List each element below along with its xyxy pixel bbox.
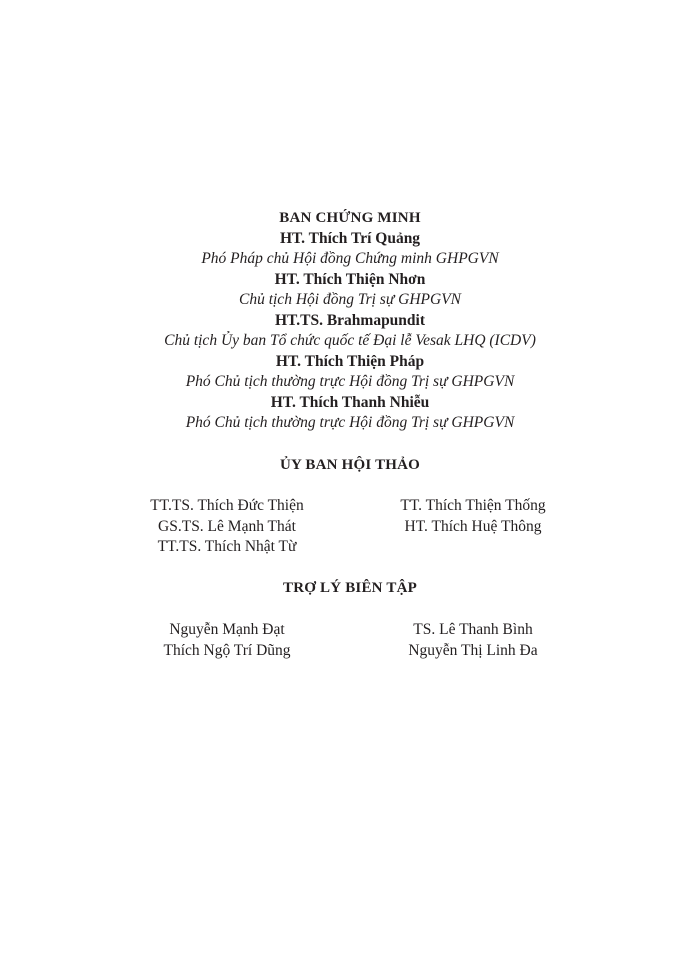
member-name: TT. Thích Thiện Thống [400, 497, 546, 514]
member-role: Phó Chủ tịch thường trực Hội đồng Trị sự GHPGVN [185, 414, 515, 431]
ban-chung-minh-section [0, 208, 700, 434]
member-column-left [112, 620, 342, 661]
member-role: Phó Pháp chủ Hội đồng Chứng minh GHPGVN [201, 250, 499, 267]
member-name: HT. Thích Trí Quảng [279, 229, 421, 247]
member-column-right [358, 496, 588, 537]
member-name: TT.TS. Thích Nhật Từ [157, 538, 297, 555]
member-column-left [112, 496, 342, 558]
member-column-right [358, 620, 588, 661]
member-name: TS. Lê Thanh Bình [413, 621, 533, 638]
member-name: Thích Ngộ Trí Dũng [163, 641, 291, 659]
member-role: Phó Chủ tịch thường trực Hội đồng Trị sự GHPGVN [185, 373, 515, 390]
uy-ban-hoi-thao-heading-block [0, 455, 700, 476]
member-name: HT.TS. Brahmapundit [274, 311, 426, 329]
section-heading: BAN CHỨNG MINH [279, 210, 421, 226]
member-name: GS.TS. Lê Mạnh Thát [158, 517, 296, 535]
member-name: Nguyễn Thị Linh Đa [408, 641, 538, 659]
section-heading: ỦY BAN HỘI THẢO [279, 457, 421, 473]
member-name: HT. Thích Thiện Pháp [275, 352, 425, 370]
member-name: TT.TS. Thích Đức Thiện [150, 497, 304, 514]
section-heading: TRỢ LÝ BIÊN TẬP [282, 580, 417, 596]
member-name: Nguyễn Mạnh Đạt [169, 621, 285, 638]
member-role: Chủ tịch Ủy ban Tổ chức quốc tế Đại lễ Vesak LHQ (ICDV) [164, 332, 536, 349]
member-name: HT. Thích Thiện Nhơn [274, 270, 426, 288]
member-role: Chủ tịch Hội đồng Trị sự GHPGVN [238, 291, 462, 308]
member-name: HT. Thích Huệ Thông [404, 517, 542, 535]
tro-ly-bien-tap-heading-block [0, 578, 700, 599]
member-name: HT. Thích Thanh Nhiễu [270, 393, 430, 411]
